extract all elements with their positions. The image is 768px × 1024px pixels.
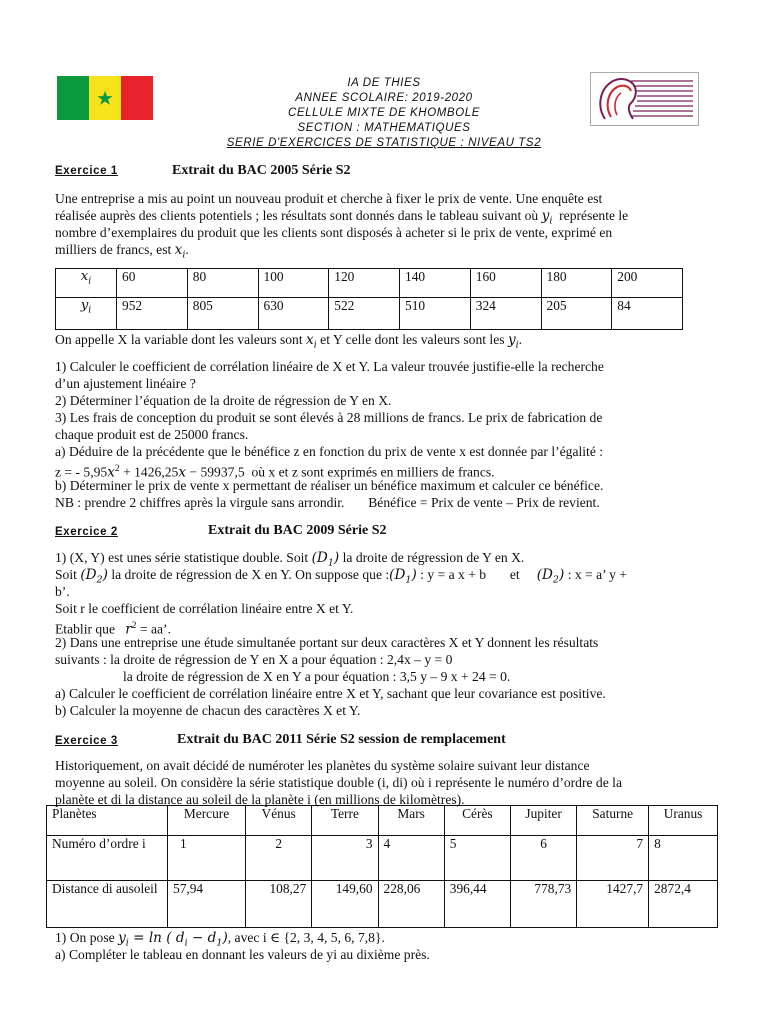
ex1-q3a: 3) Les frais de conception du produit se sont élevés à 28 millions de francs. Le prix de fabrication de <box>55 410 603 425</box>
ex1-nb: NB : prendre 2 chiffres après la virgule sans arrondir. Bénéfice = Prix de vente – Prix de revient. <box>55 495 600 510</box>
ex3-distance-cell: 2872,4 <box>649 881 718 928</box>
ex3-p2: moyenne au soleil. On considère la série statistique double (i, di) où i représente le numéro d’ordre de la <box>55 775 622 790</box>
ex3-distance-cell: 57,94 <box>168 881 246 928</box>
ex3-distance-cell: 108,27 <box>246 881 312 928</box>
ex1-p1: Une entreprise a mis au point un nouveau produit et cherche à fixer le prix de vente. Une enquête est <box>55 191 603 206</box>
ex3-order-cell: 6 <box>510 836 576 881</box>
ex2-label: Exercice 2 <box>55 526 118 538</box>
ex3-distance-cell: 1427,7 <box>577 881 649 928</box>
ex3-distance-cell: 149,60 <box>312 881 378 928</box>
ex1-x-cell: 100 <box>258 269 329 298</box>
ex3-row-planets <box>47 806 718 836</box>
ex2-title: Extrait du BAC 2009 Série S2 <box>208 523 387 538</box>
ex3-planet-cell: Cérès <box>444 806 510 836</box>
ex3-order-cell: 5 <box>444 836 510 881</box>
ex3-row-orders <box>47 836 718 881</box>
ex3-planet-cell: Saturne <box>577 806 649 836</box>
ex2-l2: Soit $(D_2)$ la droite de régression de X en Y. On suppose que $:(D_1)$ : y = a x + b et $(D_2)$ : x = a’ y + <box>55 567 627 586</box>
ex1-x-cell: 60 <box>117 269 188 298</box>
ex1-x-cell: 120 <box>329 269 400 298</box>
ex3-order-cell: 1 <box>168 836 246 881</box>
ex1-y-cell: 84 <box>612 298 683 330</box>
ex1-y-cell: 805 <box>187 298 258 330</box>
ex3-distances-header: Distance di ausoleil <box>47 881 168 928</box>
header-cellule: CELLULE MIXTE DE KHOMBOLE <box>287 107 481 119</box>
ex1-yi-header: $y_i$ <box>56 298 117 330</box>
header-serie: SERIE D'EXERCICES DE STATISTIQUE : NIVEAU TS2 <box>226 137 542 149</box>
ex1-y-cell: 630 <box>258 298 329 330</box>
ex3-q1c: a) Compléter le tableau en donnant les valeurs de yi au dixième près. <box>55 947 430 962</box>
ex2-l9: a) Calculer le coefficient de corrélation linéaire entre X et Y, sachant que leur covariance est positive. <box>55 686 606 701</box>
ex1-row-x <box>56 269 683 298</box>
ex1-p2: réalisée auprès des clients potentiels ; les résultats sont donnés dans le tableau suivant où $y_i$ représente le <box>55 208 629 227</box>
ex3-distance-cell: 396,44 <box>444 881 510 928</box>
ex1-row-y <box>56 298 683 330</box>
ex2-l5: Etablir que $r^2$ = aa’. <box>55 621 171 638</box>
ex1-y-cell: 324 <box>470 298 541 330</box>
ex2-l3: b’. <box>55 584 70 599</box>
header-ia: IA DE THIES <box>347 77 421 89</box>
ex2-l7: suivants : la droite de régression de Y en X a pour équation : 2,4x – y = 0 <box>55 652 453 667</box>
ex2-l4: Soit r le coefficient de corrélation linéaire entre X et Y. <box>55 601 354 616</box>
ex3-planet-cell: Mercure <box>168 806 246 836</box>
ex3-distance-cell: 778,73 <box>510 881 576 928</box>
ex1-q2: 2) Déterminer l’équation de la droite de régression de Y en X. <box>55 393 392 408</box>
ex1-y-cell: 205 <box>541 298 612 330</box>
ex3-p3: planète et di la distance au soleil de la planète i (en millions de kilomètres). <box>55 792 465 807</box>
ex1-title: Extrait du BAC 2005 Série S2 <box>172 163 351 178</box>
ex1-q3d: z = - $5,95x^2 + 1426,25x - 59937,5$ où x et z sont exprimés en milliers de francs. <box>55 464 495 481</box>
ex1-x-cell: 160 <box>470 269 541 298</box>
ex1-y-cell: 952 <box>117 298 188 330</box>
header-year: ANNEE SCOLAIRE: 2019-2020 <box>295 92 473 104</box>
ex2-l8: la droite de régression de X en Y a pour équation : 3,5 y – 9 x + 24 = 0. <box>123 669 511 684</box>
ex1-x-cell: 80 <box>187 269 258 298</box>
ex1-y-cell: 510 <box>400 298 471 330</box>
ex3-planets-header: Planètes <box>47 806 168 836</box>
ex1-q1a: 1) Calculer le coefficient de corrélation linéaire de X et Y. La valeur trouvée justifie-elle la recherche <box>55 359 604 374</box>
ex3-planet-cell: Terre <box>312 806 378 836</box>
ex3-label: Exercice 3 <box>55 735 118 747</box>
ex1-q1b: d’un ajustement linéaire ? <box>55 376 196 391</box>
ex3-planet-cell: Jupiter <box>510 806 576 836</box>
ex3-planet-cell: Vénus <box>246 806 312 836</box>
ex1-x-cell: 180 <box>541 269 612 298</box>
ex3-orders-header: Numéro d’ordre i <box>47 836 168 881</box>
ex1-p4: milliers de francs, est $x_i$. <box>55 242 189 261</box>
ex3-order-cell: 2 <box>246 836 312 881</box>
ex1-q3e: b) Déterminer le prix de vente x permettant de réaliser un bénéfice maximum et calculer ce bénéfice. <box>55 478 604 493</box>
ex1-q3c: a) Déduire de la précédente que le bénéfice z en fonction du prix de vente x est donnée par l’égalité : <box>55 444 604 459</box>
ex3-order-cell: 4 <box>378 836 444 881</box>
ex3-planet-cell: Uranus <box>649 806 718 836</box>
ex3-order-cell: 3 <box>312 836 378 881</box>
ex1-x-cell: 200 <box>612 269 683 298</box>
ex1-label: Exercice 1 <box>55 165 118 177</box>
ex1-table <box>55 268 683 330</box>
ex2-l6: 2) Dans une entreprise une étude simultanée portant sur deux caractères X et Y donnent les résultats <box>55 635 599 650</box>
ex3-order-cell: 7 <box>577 836 649 881</box>
ex3-p1: Historiquement, on avait décidé de numéroter les planètes du système solaire suivant leur distance <box>55 758 590 773</box>
ex3-row-distances <box>47 881 718 928</box>
ex1-xi-header: $x_i$ <box>56 269 117 298</box>
ex1-p3: nombre d’exemplaires du produit que les clients sont disposés à acheter si le prix de vente, exprimé en <box>55 225 613 240</box>
ex3-order-cell: 8 <box>649 836 718 881</box>
ex3-planet-cell: Mars <box>378 806 444 836</box>
ex1-after-table: On appelle X la variable dont les valeurs sont $x_i$ et Y celle dont les valeurs sont les $y_i$. <box>55 332 523 351</box>
ex2-l1: 1) (X, Y) est unes série statistique double. Soit $(D_1)$ la droite de régression de Y en X. <box>55 550 525 569</box>
ex1-q3b: chaque produit est de 25000 francs. <box>55 427 249 442</box>
ex3-q1: 1) On pose $y_i = \ln$ ( $d_i - d_1$), avec i ∈ {2, 3, 4, 5, 6, 7,8}. <box>55 930 385 949</box>
ex2-l10: b) Calculer la moyenne de chacun des caractères X et Y. <box>55 703 361 718</box>
ex3-title: Extrait du BAC 2011 Série S2 session de remplacement <box>177 732 506 747</box>
ex3-distance-cell: 228,06 <box>378 881 444 928</box>
ex3-table <box>46 805 718 928</box>
header-section: SECTION : MATHEMATIQUES <box>297 122 471 134</box>
ex1-y-cell: 522 <box>329 298 400 330</box>
ex1-x-cell: 140 <box>400 269 471 298</box>
